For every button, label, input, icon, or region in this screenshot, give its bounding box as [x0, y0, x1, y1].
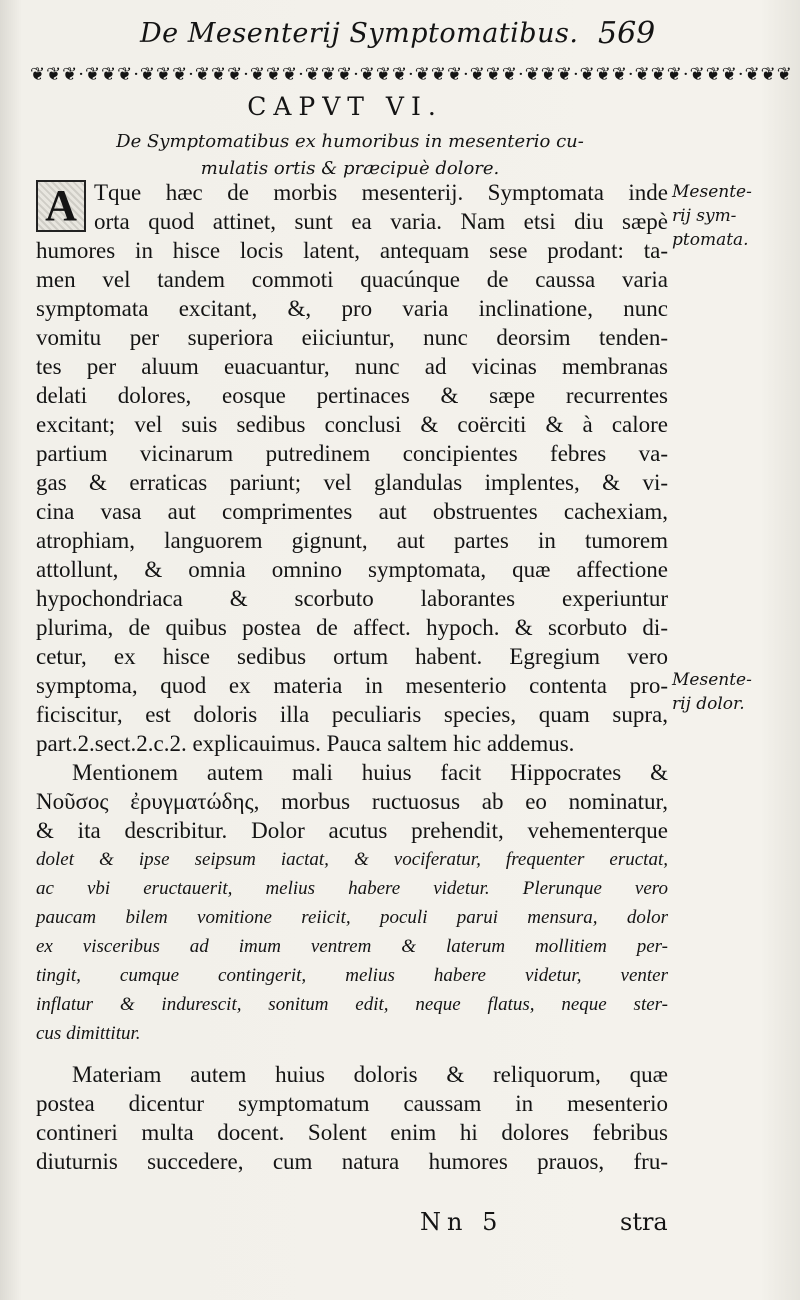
text-line: men vel tandem commoti quacúnque de caussa varia: [36, 267, 668, 292]
text-line: Mentionem autem mali huius facit Hippocrates &: [72, 760, 668, 785]
chapter-subtitle-line: De Symptomatibus ex humoribus in mesenterio cu-: [116, 131, 584, 152]
text-line: humores in hisce locis latent, antequam sese prodant: ta-: [36, 238, 668, 263]
text-line: excitant; vel suis sedibus conclusi & coërciti & à calore: [36, 412, 668, 437]
signature-mark: Nn 5: [420, 1208, 504, 1236]
text-line: ex visceribus ad imum ventrem & laterum mollitiem per-: [36, 936, 668, 957]
text-line: inflatur & indurescit, sonitum edit, neque flatus, neque ster-: [36, 994, 668, 1015]
main-text: [36, 178, 668, 1176]
text-line: symptoma, quod ex materia in mesenterio contenta pro-: [36, 673, 668, 698]
text-line: cetur, ex hisce sedibus ortum habent. Egregium vero: [36, 644, 668, 669]
decorated-initial: A: [36, 180, 86, 232]
text-line: paucam bilem vomitione reiicit, poculi parui mensura, dolor: [36, 907, 668, 928]
text-line: symptomata excitant, &, pro varia inclinatione, nunc: [36, 296, 668, 321]
chapter-title: CAPVT VI.: [247, 92, 443, 121]
text-line: cus dimittitur.: [36, 1023, 141, 1044]
marginal-note-line: rij dolor.: [672, 694, 745, 714]
text-line: diuturnis succedere, cum natura humores prauos, fru-: [36, 1149, 668, 1174]
text-line: attollunt, & omnia omnino symptomata, quæ affectione: [36, 557, 668, 582]
paragraph-3: [36, 1060, 668, 1176]
text-line: Materiam autem huius doloris & reliquorum, quæ: [72, 1062, 668, 1087]
chapter-subtitle: [80, 128, 620, 182]
text-line: contineri multa docent. Solent enim hi dolores febribus: [36, 1120, 668, 1145]
marginal-note-line: Mesente-: [672, 670, 752, 690]
text-line: part.2.sect.2.c.2. explicauimus. Pauca saltem hic addemus.: [36, 731, 575, 756]
text-line: orta quod attinet, sunt ea varia. Nam etsi diu sæpè: [94, 209, 668, 234]
marginal-note-line: Mesente-: [672, 182, 752, 202]
paragraph-2: [36, 758, 668, 1048]
text-line: tingit, cumque contingerit, melius habere videtur, venter: [36, 965, 668, 986]
text-line: dolet & ipse seipsum iactat, & vociferatur, frequenter eructat,: [36, 849, 668, 870]
text-line: ac vbi eructauerit, melius habere videtur. Plerunque vero: [36, 878, 668, 899]
marginal-note-line: rij sym-: [672, 206, 737, 226]
chapter-subtitle-line: mulatis ortis & præcipuè dolore.: [200, 158, 500, 179]
text-line: postea dicentur symptomatum caussam in mesenterio: [36, 1091, 668, 1116]
marginal-note-pain: [672, 668, 792, 716]
text-line: Tque hæc de morbis mesenterij. Symptomata inde: [94, 180, 668, 205]
text-line: partium vicinarum putredinem concipientes febres va-: [36, 441, 668, 466]
text-line: ficiscitur, est doloris illa peculiaris species, quam supra,: [36, 702, 668, 727]
text-line: gas & erraticas pariunt; vel glandulas implentes, & vi-: [36, 470, 668, 495]
text-line: vomitu per superiora eiiciuntur, nunc deorsim tenden-: [36, 325, 668, 350]
decorative-ornament-band: ❦❦❦·❦❦❦·❦❦❦·❦❦❦·❦❦❦·❦❦❦·❦❦❦·❦❦❦·❦❦❦·❦❦❦·❦❦❦·❦❦❦·❦❦❦·❦❦❦: [30, 64, 793, 85]
paragraph-1: [36, 178, 668, 758]
text-line: plurima, de quibus postea de affect. hypoch. & scorbuto di-: [36, 615, 668, 640]
marginal-note-line: ptomata.: [672, 230, 749, 250]
text-line: delati dolores, eosque pertinaces & sæpe recurrentes: [36, 383, 668, 408]
catchword: stra: [620, 1208, 668, 1236]
running-head: De Mesenterij Symptomatibus.: [140, 18, 579, 49]
text-line: tes per aluum euacuantur, nunc ad vicinas membranas: [36, 354, 668, 379]
marginal-note-symptoms: [672, 180, 792, 252]
text-line: hypochondriaca & scorbuto laborantes experiuntur: [36, 586, 668, 611]
text-line: Νοῦσος ἐρυγματώδης, morbus ructuosus ab eo nominatur,: [36, 789, 668, 814]
text-line: cina vasa aut comprimentes aut obstruentes cachexiam,: [36, 499, 668, 524]
page-number: 569: [598, 16, 656, 51]
text-line: & ita describitur. Dolor acutus prehendit, vehementerque: [36, 818, 668, 843]
text-line: atrophiam, languorem gignunt, aut partes in tumorem: [36, 528, 668, 553]
